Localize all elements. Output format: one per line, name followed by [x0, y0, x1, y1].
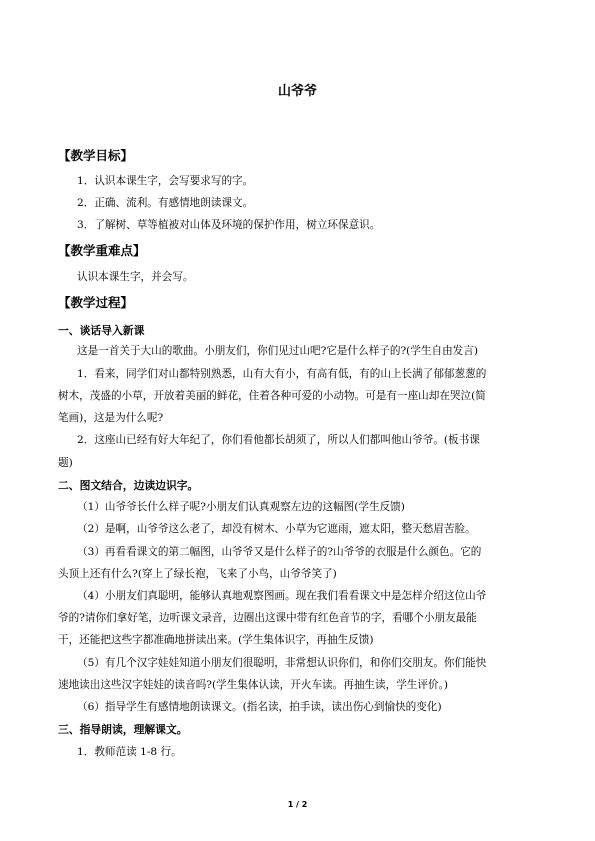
- part2-paragraph-4-line-3: 干，还能把这些字都准确地拼读出来。(学生集体识字，再抽生反馈): [58, 634, 374, 646]
- part2-paragraph-4-line-2: 爷的?请你们拿好笔，边听课文录音，边圈出这课中带有红色音节的字，看哪个小朋友最能: [58, 612, 477, 624]
- part2-paragraph-1: （1）山爷爷长什么样子呢?小朋友们认真观察左边的这幅图(学生反馈): [77, 501, 405, 513]
- part3-heading: 三、指导朗读，理解课文。: [58, 723, 188, 736]
- part2-paragraph-6: （6）指导学生有感情地朗读课文。(指名读，拍手读，读出伤心到愉快的变化): [77, 701, 442, 713]
- part1-heading: 一、谈话导入新课: [58, 324, 145, 337]
- part3-paragraph-1: 1．教师范读 1-8 行。: [77, 746, 182, 758]
- part2-paragraph-3-line-2: 头顶上还有什么?(穿上了绿长袍，飞来了小鸟，山爷爷笑了): [58, 568, 337, 580]
- goal-item-3: 3．了解树、草等植被对山体及环境的保护作用，树立环保意识。: [77, 219, 381, 231]
- goal-item-1: 1．认识本课生字，会写要求写的字。: [77, 175, 254, 187]
- part1-paragraph-1-line-1: 1．看来，同学们对山都特别熟悉，山有大有小，有高有低，有的山上长满了郁郁葱葱的: [77, 368, 487, 380]
- part1-paragraph-1-line-3: 笔画)，这是为什么呢?: [58, 412, 164, 424]
- part1-paragraph-1-line-2: 树木，茂盛的小草，开放着美丽的鲜花，住着各种可爱的小动物。可是有一座山却在哭泣(简: [58, 390, 486, 402]
- goals-heading: 【教学目标】: [58, 148, 134, 163]
- part2-paragraph-4-line-1: （4）小朋友们真聪明，能够认真地观察图画。现在我们看看课文中是怎样介绍这位山爷: [77, 590, 487, 602]
- part1-paragraph-2-line-2: 题): [58, 457, 73, 469]
- goal-item-2: 2．正确、流利。有感情地朗读课文。: [77, 197, 254, 209]
- part2-heading: 二、图文结合，边读边识字。: [58, 479, 199, 492]
- part2-paragraph-2: （2）是啊，山爷爷这么老了，却没有树木、小草为它遮雨，遮太阳，整天愁眉苦脸。: [77, 523, 476, 535]
- process-heading: 【教学过程】: [58, 295, 134, 310]
- part2-paragraph-5-line-2: 速地读出这些汉字娃娃的读音吗?(学生集体认读，开火车读。再抽生读，学生评价。): [58, 679, 449, 691]
- part2-paragraph-5-line-1: （5）有几个汉字娃娃知道小朋友们很聪明，非常想认识你们，和你们交朋友。你们能快: [77, 657, 487, 669]
- key-points-text: 认识本课生字，并会写。: [77, 271, 194, 283]
- page-title: 山爷爷: [277, 84, 317, 99]
- part1-paragraph-0: 这是一首关于大山的歌曲。小朋友们，你们见过山吧?它是什么样子的?(学生自由发言): [77, 345, 478, 357]
- part2-paragraph-3-line-1: （3）再看看课文的第二幅图，山爷爷又是什么样子的?山爷爷的衣服是什么颜色。它的: [77, 546, 482, 558]
- part1-paragraph-2-line-1: 2．这座山已经有好大年纪了，你们看他都长胡须了，所以人们都叫他山爷爷。(板书课: [77, 434, 480, 446]
- key-points-heading: 【教学重难点】: [58, 243, 146, 258]
- page-number: 1 / 2: [287, 800, 308, 809]
